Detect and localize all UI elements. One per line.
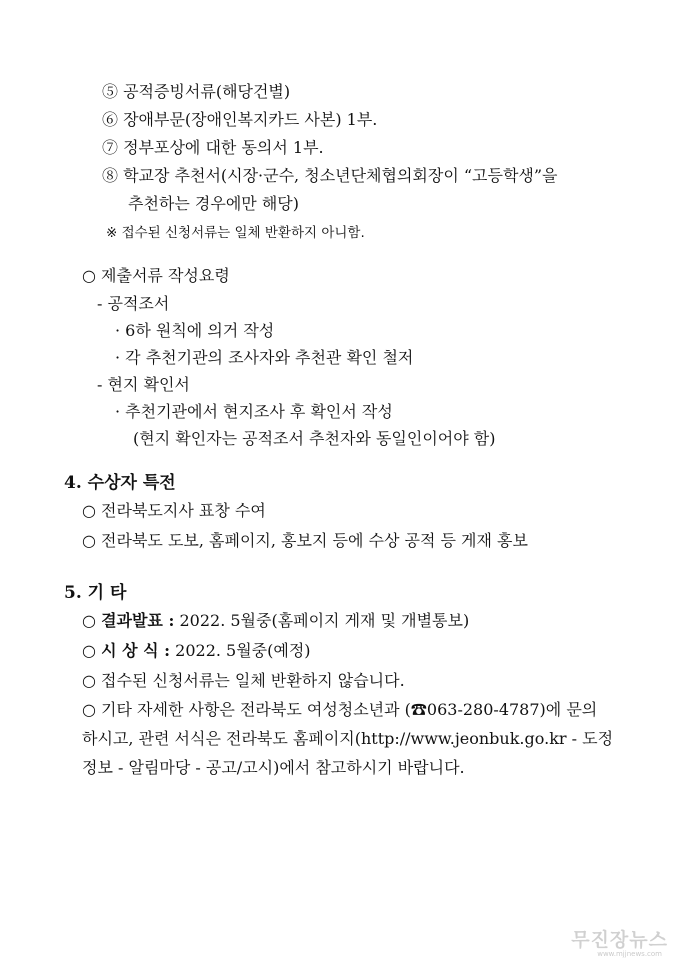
doc-item-6: ⑥ 장애부문(장애인복지카드 사본) 1부. — [102, 110, 378, 129]
ceremony-value: 2022. 5월중(예정) — [175, 641, 311, 660]
writing-guide-sub1-item: · 6하 원칙에 의거 작성 — [115, 321, 275, 340]
section-4-heading: 4. 수상자 특전 — [64, 473, 176, 493]
section-4-item: ○ 전라북도지사 표창 수여 — [82, 501, 266, 520]
writing-guide-sub1-item: · 각 추천기관의 조사자와 추천관 확인 철저 — [115, 348, 414, 367]
result-value: 2022. 5월중(홈페이지 게재 및 개별통보) — [179, 611, 470, 630]
section-5-item-4-line2: 하시고, 관련 서식은 전라북도 홈페이지(http://www.jeonbuk.go.kr - 도정 — [82, 729, 614, 748]
section-5-item-4-line1: ○ 기타 자세한 사항은 전라북도 여성청소년과 (☎063-280-4787)에 문의 — [82, 700, 598, 719]
section-4-item: ○ 전라북도 도보, 홈페이지, 홍보지 등에 수상 공적 등 게재 홍보 — [82, 531, 528, 550]
result-label: 결과발표 : — [101, 611, 175, 630]
writing-guide-sub2-item: (현지 확인자는 공적조서 추천자와 동일인이어야 함) — [133, 429, 496, 448]
doc-item-8-cont: 추천하는 경우에만 해당) — [128, 194, 299, 213]
result-announcement-row — [82, 610, 469, 632]
doc-item-5: ⑤ 공적증빙서류(해당건별) — [102, 82, 291, 101]
doc-item-8: ⑧ 학교장 추천서(시장·군수, 청소년단체협의회장이 “고등학생”을 — [102, 166, 558, 185]
section-5-heading: 5. 기 타 — [64, 583, 127, 603]
section-5-item-4-line3: 정보 - 알림마당 - 공고/고시)에서 참고하시기 바랍니다. — [82, 758, 465, 777]
watermark-logo: 무진장뉴스 — [571, 929, 668, 951]
writing-guide-sub2: - 현지 확인서 — [97, 375, 190, 394]
bullet: ○ — [82, 641, 96, 660]
watermark-url: www.mjjnews.com — [597, 950, 662, 958]
docs-note: ※ 접수된 신청서류는 일체 반환하지 아니함. — [106, 225, 365, 241]
writing-guide-sub2-item: · 추천기관에서 현지조사 후 확인서 작성 — [115, 402, 393, 421]
section-5-item-3: ○ 접수된 신청서류는 일체 반환하지 않습니다. — [82, 671, 405, 690]
ceremony-row — [82, 640, 311, 662]
bullet: ○ — [82, 611, 96, 630]
doc-item-7: ⑦ 정부포상에 대한 동의서 1부. — [102, 138, 324, 157]
ceremony-label: 시 상 식 : — [101, 641, 171, 660]
writing-guide-title: ○ 제출서류 작성요령 — [82, 266, 230, 285]
writing-guide-sub1: - 공적조서 — [97, 294, 170, 313]
